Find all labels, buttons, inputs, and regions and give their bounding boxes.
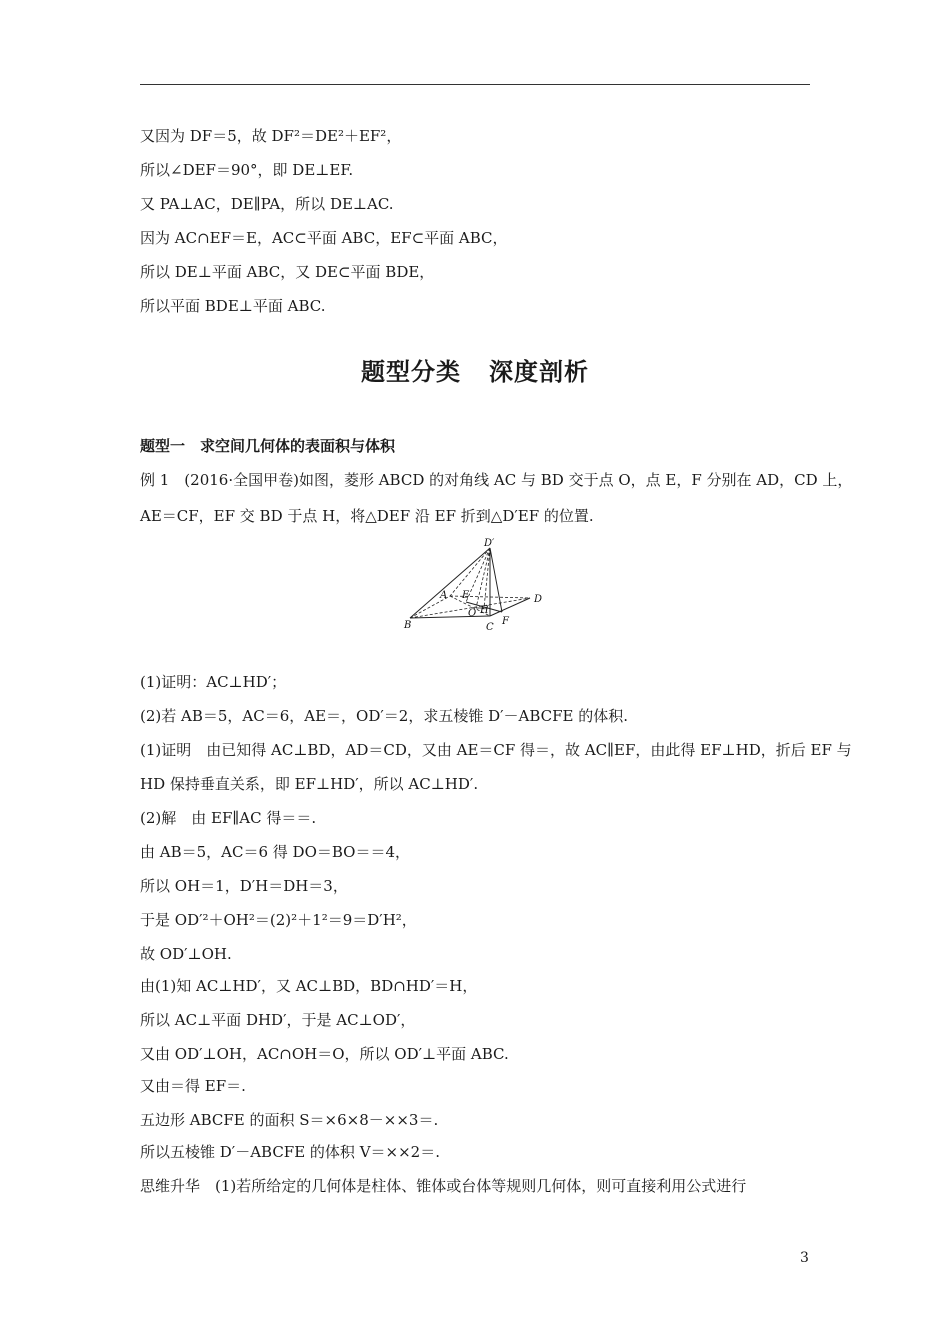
solution-line: 思维升华 (1)若所给定的几何体是柱体、锥体或台体等规则几何体，则可直接利用公式进行 (140, 1177, 747, 1195)
text-line: 又 PA⊥AC，DE∥PA，所以 DE⊥AC. (140, 195, 394, 213)
header-rule (140, 84, 810, 85)
section-title-part-a: 题型分类 (361, 358, 461, 386)
solution-line: 由(1)知 AC⊥HD′，又 AC⊥BD，BD∩HD′＝H， (140, 977, 478, 995)
section-title (0, 352, 950, 387)
solution-line: 又由＝得 EF＝. (140, 1077, 246, 1095)
label-O: O (468, 608, 477, 619)
text-line: 因为 AC∩EF＝E，AC⊂平面 ABC，EF⊂平面 ABC， (140, 229, 508, 247)
label-B: B (404, 620, 412, 631)
label-C: C (486, 622, 494, 633)
label-E: E (462, 590, 470, 601)
text-line: 又因为 DF＝5，故 DF²＝DE²＋EF²， (140, 127, 402, 145)
section-title-part-b: 深度剖析 (489, 358, 589, 386)
text-line: 所以平面 BDE⊥平面 ABC. (140, 297, 326, 315)
page-number: 3 (800, 1250, 809, 1266)
label-D-prime: D′ (484, 538, 495, 549)
solution-line: (2)若 AB＝5，AC＝6，AE＝，OD′＝2，求五棱锥 D′－ABCFE 的体积. (140, 707, 629, 725)
solution-line: (2)解 由 EF∥AC 得＝＝. (140, 809, 317, 827)
label-A: A (440, 590, 448, 601)
solution-line: 又由 OD′⊥OH，AC∩OH＝O，所以 OD′⊥平面 ABC. (140, 1045, 509, 1063)
solution-line: 所以五棱锥 D′－ABCFE 的体积 V＝××2＝. (140, 1143, 440, 1161)
solution-line: 故 OD′⊥OH. (140, 945, 232, 963)
subheading: 题型一 求空间几何体的表面积与体积 (140, 437, 396, 455)
solution-line: 所以 OH＝1，D′H＝DH＝3， (140, 877, 348, 895)
solution-line: (1)证明 由已知得 AC⊥BD，AD＝CD，又由 AE＝CF 得＝，故 AC∥EF，由此得 EF⊥HD，折后 EF 与 (140, 741, 852, 759)
pyramid-figure (398, 536, 558, 636)
label-D: D (534, 594, 543, 605)
text-line: 所以 DE⊥平面 ABC，又 DE⊂平面 BDE， (140, 263, 435, 281)
solution-line: HD 保持垂直关系，即 EF⊥HD′，所以 AC⊥HD′. (140, 775, 479, 793)
example-line: AE＝CF，EF 交 BD 于点 H，将△DEF 沿 EF 折到△D′EF 的位置. (140, 507, 594, 525)
solution-line: 于是 OD′²＋OH²＝(2)²＋1²＝9＝D′H²， (140, 911, 417, 929)
solution-line: (1)证明：AC⊥HD′； (140, 673, 287, 691)
example-line: 例 1 (2016·全国甲卷)如图，菱形 ABCD 的对角线 AC 与 BD 交于点 O，点 E，F 分别在 AD，CD 上， (140, 471, 853, 489)
solution-line: 所以 AC⊥平面 DHD′，于是 AC⊥OD′， (140, 1011, 416, 1029)
solution-line: 五边形 ABCFE 的面积 S＝×6×8－××3＝. (140, 1111, 439, 1129)
label-H: H (480, 605, 489, 616)
solution-line: 由 AB＝5，AC＝6 得 DO＝BO＝＝4， (140, 843, 411, 861)
text-line: 所以∠DEF＝90°，即 DE⊥EF. (140, 161, 354, 179)
label-F: F (502, 616, 509, 627)
